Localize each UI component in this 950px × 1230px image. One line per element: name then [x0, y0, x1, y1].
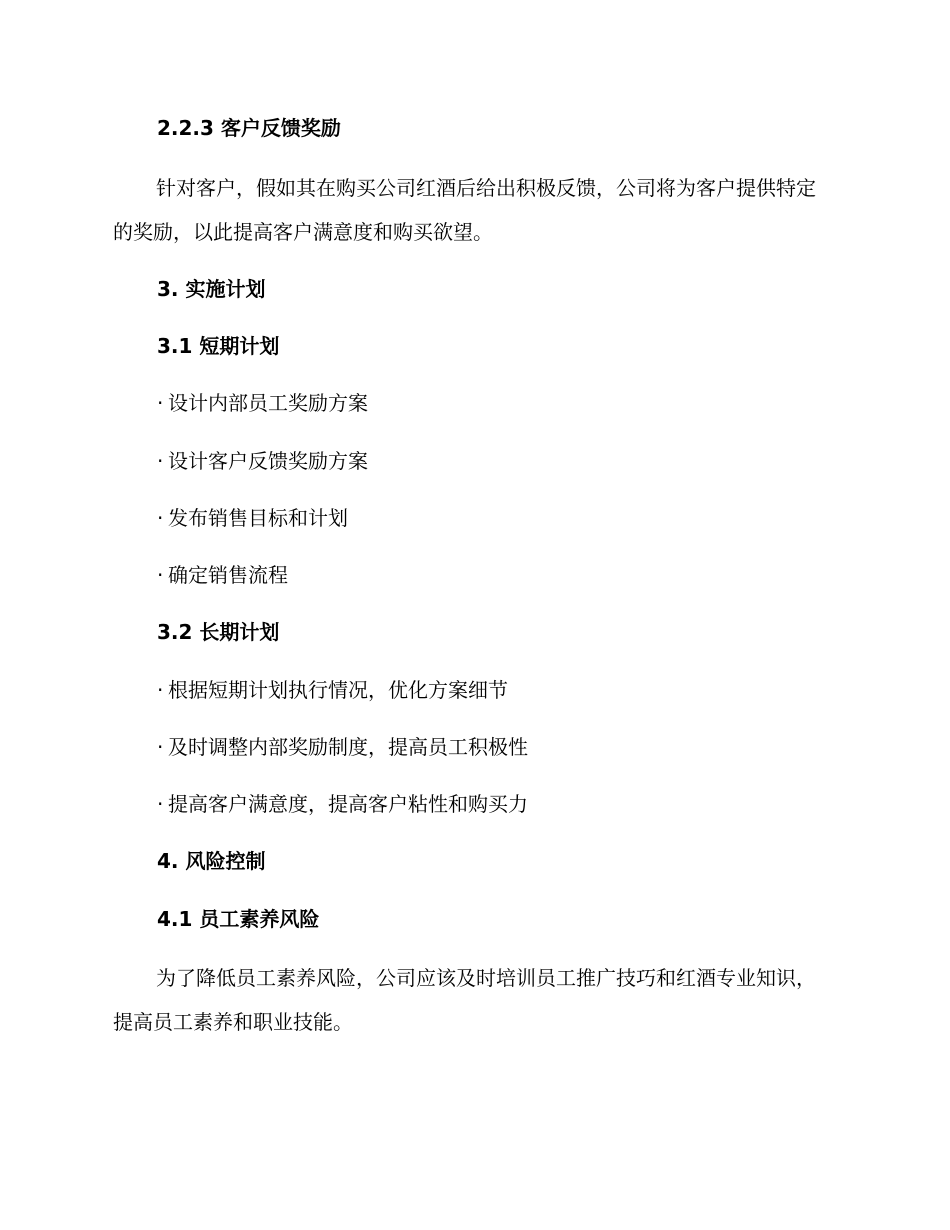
list-item-text: 设计内部员工奖励方案: [168, 391, 368, 415]
bullet-dot: ·: [157, 563, 164, 587]
bullet-dot: ·: [157, 678, 164, 702]
bullet-dot: ·: [157, 449, 164, 473]
heading-3-2-long-term-plan: 3.2 长期计划: [157, 620, 280, 644]
list-item-long-term-2: [157, 733, 528, 761]
bullet-dot: ·: [157, 735, 164, 759]
list-item-long-term-1: [157, 676, 508, 704]
heading-4-1-staff-quality-risk: 4.1 员工素养风险: [157, 907, 320, 931]
list-item-short-term-2: [157, 447, 368, 475]
list-item-text: 发布销售目标和计划: [168, 506, 348, 530]
bullet-dot: ·: [157, 792, 164, 816]
list-item-text: 设计客户反馈奖励方案: [168, 449, 368, 473]
heading-4-risk-control: 4. 风险控制: [157, 849, 266, 873]
bullet-dot: ·: [157, 391, 164, 415]
list-item-text: 及时调整内部奖励制度，提高员工积极性: [168, 735, 528, 759]
list-item-long-term-3: [157, 790, 528, 818]
list-item-text: 提高客户满意度，提高客户粘性和购买力: [168, 792, 528, 816]
heading-2-2-3: 2.2.3 客户反馈奖励: [157, 116, 341, 140]
heading-3-1-short-term-plan: 3.1 短期计划: [157, 334, 280, 358]
bullet-dot: ·: [157, 506, 164, 530]
paragraph-staff-quality-risk: 为了降低员工素养风险，公司应该及时培训员工推广技巧和红酒专业知识，提高员工素养和职业技能。: [113, 966, 816, 1034]
list-item-short-term-1: [157, 389, 368, 417]
heading-3-implementation-plan: 3. 实施计划: [157, 277, 266, 301]
list-item-short-term-4: [157, 561, 288, 589]
list-item-short-term-3: [157, 504, 348, 532]
paragraph-customer-feedback-reward: 针对客户，假如其在购买公司红酒后给出积极反馈，公司将为客户提供特定的奖励，以此提高客户满意度和购买欲望。: [113, 176, 816, 244]
list-item-text: 根据短期计划执行情况，优化方案细节: [168, 678, 508, 702]
list-item-text: 确定销售流程: [168, 563, 288, 587]
